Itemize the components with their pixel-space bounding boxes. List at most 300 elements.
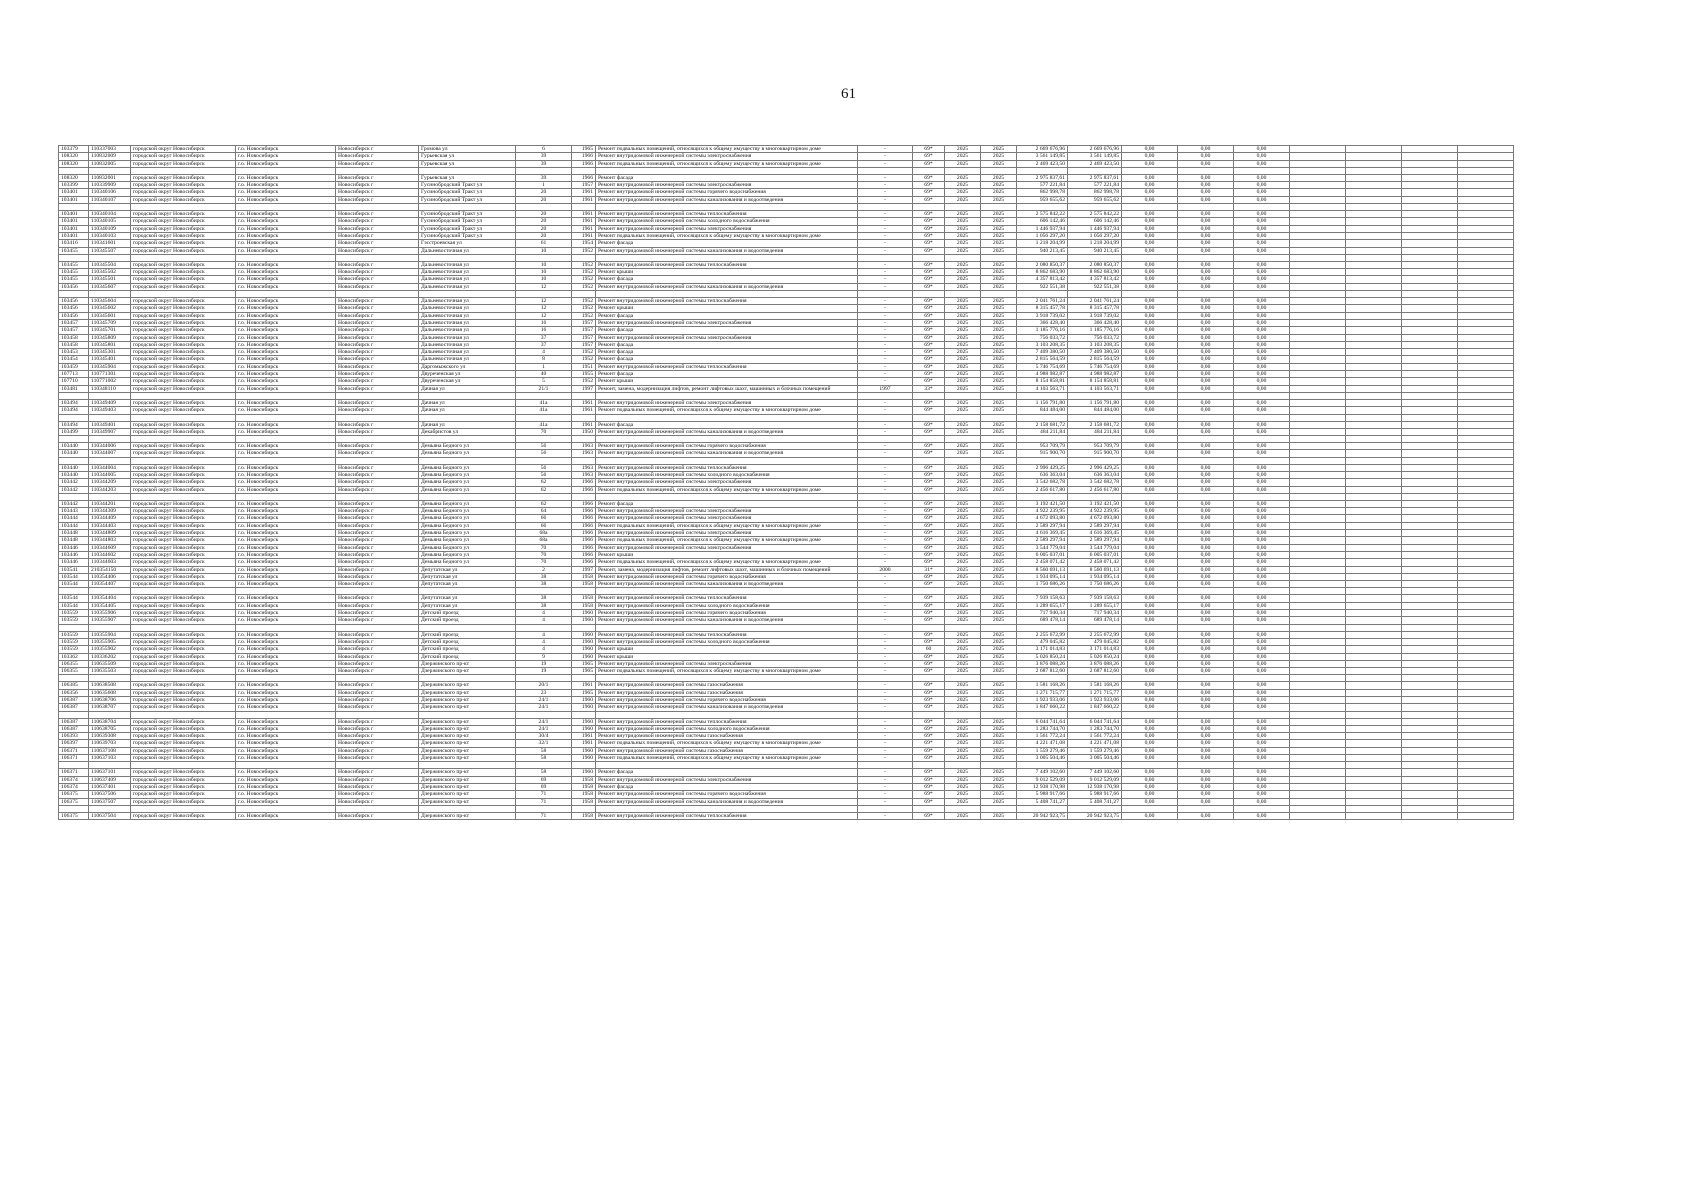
cell-empty — [1290, 624, 1346, 631]
cell-local-funds: 0,00 — [1234, 218, 1290, 225]
cell-empty — [336, 436, 419, 443]
cell-empty — [1290, 508, 1346, 515]
cell-plan-year-start: 2025 — [945, 660, 981, 667]
cell-regional-funds: 0,00 — [1178, 486, 1234, 493]
cell-municipality: г.о. Новосибирск — [236, 486, 336, 493]
cell-plan-year-start: 2025 — [945, 240, 981, 247]
cell-last-repair-year: - — [858, 697, 913, 704]
cell-empty — [596, 291, 858, 298]
cell-local-funds: 0,00 — [1234, 269, 1290, 276]
cell-locality: Новосибирск г — [336, 595, 419, 602]
cell-municipality: г.о. Новосибирск — [236, 559, 336, 566]
cell-empty — [1402, 305, 1458, 312]
cell-municipality: г.о. Новосибирск — [236, 812, 336, 819]
cell-wear: 69* — [913, 500, 945, 507]
cell-plan-year-start: 2025 — [945, 450, 981, 457]
table-row — [59, 479, 1514, 486]
cell-local-funds: 0,00 — [1234, 530, 1290, 537]
cell-house-id: 103401 — [59, 232, 89, 239]
cell-wear: 69* — [913, 319, 945, 326]
cell-plan-year-end: 2025 — [981, 668, 1017, 675]
cell-empty — [516, 392, 572, 399]
cell-total-cost: 959 655,62 — [1017, 196, 1068, 203]
spacer-row — [59, 254, 1514, 261]
cell-federal-funds: 0,00 — [1122, 196, 1178, 203]
cell-local-funds: 0,00 — [1234, 595, 1290, 602]
cell-build-year: 1960 — [572, 617, 596, 624]
cell-district: городской округ Новосибирск — [131, 225, 236, 232]
cell-plan-year-end: 2025 — [981, 298, 1017, 305]
cell-empty — [913, 254, 945, 261]
cell-municipality: г.о. Новосибирск — [236, 363, 336, 370]
cell-empty — [1458, 356, 1514, 363]
cell-house-id: 103416 — [59, 240, 89, 247]
cell-house-id: 103453 — [59, 349, 89, 356]
cell-empty — [981, 805, 1017, 812]
cell-work-code: 110344809 — [89, 530, 131, 537]
cell-empty — [59, 493, 89, 500]
cell-district: городской округ Новосибирск — [131, 153, 236, 160]
table-row — [59, 740, 1514, 747]
cell-fund-cost: 8 862 683,90 — [1068, 269, 1122, 276]
cell-fund-cost: 3 561 149,85 — [1068, 153, 1122, 160]
cell-empty — [1458, 218, 1514, 225]
cell-fund-cost: 2 669 676,96 — [1068, 146, 1122, 153]
cell-last-repair-year: - — [858, 740, 913, 747]
cell-empty — [1458, 704, 1514, 711]
cell-empty — [1346, 196, 1402, 203]
cell-work-code: 110345701 — [89, 327, 131, 334]
cell-street: Дзержинского пр-кт — [419, 740, 516, 747]
cell-work-type: Ремонт внутридомовой инженерной системы теплоснабжения — [596, 812, 858, 819]
table-body — [59, 146, 1514, 820]
cell-street: Дачная ул — [419, 407, 516, 414]
cell-work-code: 110639703 — [89, 740, 131, 747]
cell-locality: Новосибирск г — [336, 443, 419, 450]
cell-empty — [1402, 160, 1458, 167]
cell-house-id: 103440 — [59, 450, 89, 457]
cell-plan-year-end: 2025 — [981, 697, 1017, 704]
cell-empty — [1346, 798, 1402, 805]
cell-empty — [336, 711, 419, 718]
cell-empty — [1017, 457, 1068, 464]
cell-house-id: 103494 — [59, 421, 89, 428]
cell-house-number: 4 — [516, 617, 572, 624]
cell-wear: 69* — [913, 261, 945, 268]
spacer-row — [59, 167, 1514, 174]
cell-house-id: 103444 — [59, 515, 89, 522]
cell-empty — [1290, 182, 1346, 189]
cell-wear: 69* — [913, 276, 945, 283]
cell-municipality: г.о. Новосибирск — [236, 718, 336, 725]
table-row — [59, 776, 1514, 783]
cell-empty — [1290, 450, 1346, 457]
cell-empty — [1178, 204, 1234, 211]
cell-build-year: 1961 — [572, 740, 596, 747]
cell-municipality: г.о. Новосибирск — [236, 733, 336, 740]
cell-empty — [1017, 167, 1068, 174]
cell-empty — [596, 457, 858, 464]
cell-district: городской округ Новосибирск — [131, 196, 236, 203]
cell-empty — [1458, 399, 1514, 406]
cell-empty — [1458, 791, 1514, 798]
table-row — [59, 718, 1514, 725]
cell-work-type: Ремонт подвальных помещений, относящихся к общему имуществу в многоквартирном доме — [596, 486, 858, 493]
cell-house-number: 16 — [516, 319, 572, 326]
cell-regional-funds: 0,00 — [1178, 544, 1234, 551]
cell-work-code: 110344005 — [89, 471, 131, 478]
cell-fund-cost: 1 750 686,26 — [1068, 581, 1122, 588]
cell-plan-year-end: 2025 — [981, 530, 1017, 537]
cell-regional-funds: 0,00 — [1178, 617, 1234, 624]
cell-regional-funds: 0,00 — [1178, 371, 1234, 378]
cell-wear: 69* — [913, 544, 945, 551]
cell-wear: 69* — [913, 559, 945, 566]
cell-local-funds: 0,00 — [1234, 378, 1290, 385]
cell-work-type: Ремонт подвальных помещений, относящихся к общему имуществу в многоквартирном доме — [596, 232, 858, 239]
cell-empty — [1458, 421, 1514, 428]
cell-empty — [1122, 414, 1178, 421]
cell-empty — [1017, 711, 1068, 718]
cell-federal-funds: 0,00 — [1122, 450, 1178, 457]
cell-build-year: 1965 — [572, 668, 596, 675]
cell-empty — [1458, 588, 1514, 595]
cell-local-funds: 0,00 — [1234, 602, 1290, 609]
cell-empty — [1402, 566, 1458, 573]
cell-federal-funds: 0,00 — [1122, 225, 1178, 232]
cell-work-type: Ремонт внутридомовой инженерной системы теплоснабжения — [596, 595, 858, 602]
cell-plan-year-start: 2025 — [945, 334, 981, 341]
cell-last-repair-year: - — [858, 783, 913, 790]
cell-locality: Новосибирск г — [336, 349, 419, 356]
cell-empty — [1402, 421, 1458, 428]
cell-federal-funds: 0,00 — [1122, 566, 1178, 573]
cell-empty — [1402, 319, 1458, 326]
cell-empty — [1290, 349, 1346, 356]
cell-locality: Новосибирск г — [336, 334, 419, 341]
cell-wear: 69* — [913, 617, 945, 624]
cell-regional-funds: 0,00 — [1178, 537, 1234, 544]
cell-work-code: 110339909 — [89, 182, 131, 189]
cell-build-year: 1961 — [572, 196, 596, 203]
cell-empty — [1290, 675, 1346, 682]
cell-empty — [1290, 428, 1346, 435]
cell-empty — [1402, 486, 1458, 493]
cell-locality: Новосибирск г — [336, 769, 419, 776]
cell-federal-funds: 0,00 — [1122, 471, 1178, 478]
cell-empty — [89, 588, 131, 595]
cell-empty — [89, 624, 131, 631]
cell-fund-cost: 2 589 297,94 — [1068, 537, 1122, 544]
cell-work-code: 110637101 — [89, 769, 131, 776]
cell-wear: 69* — [913, 660, 945, 667]
cell-empty — [1290, 515, 1346, 522]
table-row — [59, 791, 1514, 798]
cell-wear: 69* — [913, 312, 945, 319]
cell-empty — [1402, 392, 1458, 399]
cell-empty — [1290, 559, 1346, 566]
cell-district: городской округ Новосибирск — [131, 631, 236, 638]
cell-regional-funds: 0,00 — [1178, 305, 1234, 312]
cell-empty — [59, 805, 89, 812]
cell-regional-funds: 0,00 — [1178, 298, 1234, 305]
cell-house-id: 106356 — [59, 689, 89, 696]
cell-plan-year-start: 2025 — [945, 769, 981, 776]
cell-empty — [1458, 581, 1514, 588]
cell-local-funds: 0,00 — [1234, 182, 1290, 189]
cell-empty — [1122, 588, 1178, 595]
cell-regional-funds: 0,00 — [1178, 319, 1234, 326]
cell-empty — [858, 414, 913, 421]
cell-empty — [131, 711, 236, 718]
cell-empty — [1068, 588, 1122, 595]
cell-plan-year-end: 2025 — [981, 747, 1017, 754]
cell-empty — [1290, 595, 1346, 602]
cell-empty — [1346, 312, 1402, 319]
cell-work-type: Ремонт фасада — [596, 349, 858, 356]
cell-build-year: 1960 — [572, 725, 596, 732]
cell-total-cost: 717 940,34 — [1017, 610, 1068, 617]
cell-plan-year-end: 2025 — [981, 551, 1017, 558]
cell-street: Двуреченская ул — [419, 378, 516, 385]
cell-build-year: 1961 — [572, 399, 596, 406]
cell-last-repair-year: - — [858, 486, 913, 493]
cell-regional-funds: 0,00 — [1178, 283, 1234, 290]
cell-empty — [1178, 254, 1234, 261]
cell-work-type: Ремонт внутридомовой инженерной системы электроснабжения — [596, 530, 858, 537]
cell-empty — [236, 711, 336, 718]
cell-district: городской округ Новосибирск — [131, 283, 236, 290]
table-row — [59, 537, 1514, 544]
cell-build-year: 1966 — [572, 479, 596, 486]
cell-empty — [858, 254, 913, 261]
cell-empty — [1402, 479, 1458, 486]
cell-municipality: г.о. Новосибирск — [236, 602, 336, 609]
cell-street: Дзержинского пр-кт — [419, 747, 516, 754]
cell-last-repair-year: - — [858, 747, 913, 754]
cell-empty — [1402, 733, 1458, 740]
cell-empty — [1402, 399, 1458, 406]
cell-empty — [1458, 291, 1514, 298]
cell-locality: Новосибирск г — [336, 421, 419, 428]
cell-plan-year-end: 2025 — [981, 218, 1017, 225]
cell-street: Гусинобродский Тракт ул — [419, 189, 516, 196]
cell-empty — [59, 392, 89, 399]
cell-empty — [1234, 675, 1290, 682]
cell-total-cost: 1 271 715,77 — [1017, 689, 1068, 696]
cell-municipality: г.о. Новосибирск — [236, 247, 336, 254]
table-row — [59, 146, 1514, 153]
cell-street: Дальневосточная ул — [419, 276, 516, 283]
cell-empty — [419, 254, 516, 261]
cell-wear: 69* — [913, 363, 945, 370]
cell-house-number: 19 — [516, 668, 572, 675]
cell-street: Гусинобродский Тракт ул — [419, 182, 516, 189]
cell-build-year: 1966 — [572, 559, 596, 566]
cell-total-cost: 484 211,84 — [1017, 428, 1068, 435]
cell-work-type: Ремонт внутридомовой инженерной системы теплоснабжения — [596, 363, 858, 370]
cell-empty — [89, 675, 131, 682]
cell-house-id: 106375 — [59, 798, 89, 805]
table-row — [59, 464, 1514, 471]
cell-house-id: 103455 — [59, 269, 89, 276]
cell-total-cost: 20 942 923,75 — [1017, 812, 1068, 819]
cell-work-code: 110344201 — [89, 500, 131, 507]
cell-regional-funds: 0,00 — [1178, 581, 1234, 588]
cell-empty — [59, 457, 89, 464]
cell-empty — [1178, 436, 1234, 443]
table-row — [59, 530, 1514, 537]
cell-last-repair-year: - — [858, 595, 913, 602]
cell-empty — [1346, 747, 1402, 754]
cell-empty — [981, 624, 1017, 631]
cell-house-id: 103446 — [59, 544, 89, 551]
cell-fund-cost: 1 283 744,70 — [1068, 725, 1122, 732]
cell-local-funds: 0,00 — [1234, 146, 1290, 153]
cell-last-repair-year: - — [858, 160, 913, 167]
cell-locality: Новосибирск г — [336, 515, 419, 522]
cell-house-number: 23 — [516, 689, 572, 696]
cell-work-code: 110336202 — [89, 653, 131, 660]
cell-federal-funds: 0,00 — [1122, 428, 1178, 435]
cell-empty — [1346, 182, 1402, 189]
cell-empty — [1346, 725, 1402, 732]
cell-house-id: 103458 — [59, 341, 89, 348]
cell-empty — [1346, 298, 1402, 305]
cell-local-funds: 0,00 — [1234, 247, 1290, 254]
cell-empty — [336, 291, 419, 298]
cell-plan-year-start: 2025 — [945, 153, 981, 160]
cell-work-code: 110637504 — [89, 812, 131, 819]
cell-locality: Новосибирск г — [336, 522, 419, 529]
cell-plan-year-start: 2025 — [945, 783, 981, 790]
cell-total-cost: 2 458 071,42 — [1017, 559, 1068, 566]
cell-regional-funds: 0,00 — [1178, 240, 1234, 247]
cell-work-code: 110771002 — [89, 378, 131, 385]
cell-federal-funds: 0,00 — [1122, 740, 1178, 747]
cell-work-code: 110832001 — [89, 174, 131, 181]
cell-work-type: Ремонт внутридомовой инженерной системы газоснабжения — [596, 689, 858, 696]
cell-build-year: 1961 — [572, 733, 596, 740]
cell-work-type: Ремонт фасада — [596, 240, 858, 247]
cell-plan-year-end: 2025 — [981, 653, 1017, 660]
cell-build-year: 1960 — [572, 631, 596, 638]
cell-plan-year-end: 2025 — [981, 371, 1017, 378]
table-row — [59, 407, 1514, 414]
cell-regional-funds: 0,00 — [1178, 791, 1234, 798]
cell-build-year: 1966 — [572, 160, 596, 167]
cell-work-type: Ремонт фасада — [596, 371, 858, 378]
cell-locality: Новосибирск г — [336, 747, 419, 754]
cell-street: Громова ул — [419, 146, 516, 153]
cell-total-cost: 5 746 754,69 — [1017, 363, 1068, 370]
cell-empty — [1458, 551, 1514, 558]
cell-empty — [236, 167, 336, 174]
cell-local-funds: 0,00 — [1234, 160, 1290, 167]
cell-federal-funds: 0,00 — [1122, 798, 1178, 805]
cell-federal-funds: 0,00 — [1122, 668, 1178, 675]
cell-empty — [1402, 762, 1458, 769]
cell-empty — [89, 493, 131, 500]
cell-empty — [1402, 269, 1458, 276]
cell-work-type: Ремонт внутридомовой инженерной системы теплоснабжения — [596, 211, 858, 218]
cell-empty — [1402, 537, 1458, 544]
cell-empty — [1346, 232, 1402, 239]
cell-build-year: 1961 — [572, 407, 596, 414]
cell-empty — [1290, 247, 1346, 254]
cell-empty — [59, 762, 89, 769]
cell-fund-cost: 366 428,40 — [1068, 319, 1122, 326]
cell-regional-funds: 0,00 — [1178, 225, 1234, 232]
cell-locality: Новосибирск г — [336, 733, 419, 740]
cell-local-funds: 0,00 — [1234, 407, 1290, 414]
cell-house-id: 103362 — [59, 653, 89, 660]
cell-federal-funds: 0,00 — [1122, 378, 1178, 385]
table-row — [59, 697, 1514, 704]
cell-empty — [1290, 334, 1346, 341]
cell-locality: Новосибирск г — [336, 631, 419, 638]
cell-federal-funds: 0,00 — [1122, 153, 1178, 160]
cell-empty — [1068, 254, 1122, 261]
cell-street: Дзержинского пр-кт — [419, 769, 516, 776]
cell-empty — [1402, 298, 1458, 305]
cell-empty — [89, 392, 131, 399]
cell-empty — [1458, 160, 1514, 167]
cell-empty — [1402, 530, 1458, 537]
table-row — [59, 668, 1514, 675]
cell-fund-cost: 959 655,62 — [1068, 196, 1122, 203]
cell-work-code: 110340107 — [89, 196, 131, 203]
cell-empty — [945, 805, 981, 812]
table-row — [59, 747, 1514, 754]
cell-plan-year-start: 2025 — [945, 559, 981, 566]
cell-empty — [131, 762, 236, 769]
cell-build-year: 1952 — [572, 276, 596, 283]
cell-street: Дзержинского пр-кт — [419, 704, 516, 711]
cell-empty — [572, 588, 596, 595]
cell-work-code: 110345602 — [89, 305, 131, 312]
cell-empty — [1346, 356, 1402, 363]
cell-locality: Новосибирск г — [336, 363, 419, 370]
cell-empty — [1402, 327, 1458, 334]
cell-regional-funds: 0,00 — [1178, 697, 1234, 704]
cell-empty — [1122, 291, 1178, 298]
cell-empty — [1402, 174, 1458, 181]
cell-work-type: Ремонт внутридомовой инженерной системы канализования и водоотведения — [596, 196, 858, 203]
cell-plan-year-start: 2025 — [945, 508, 981, 515]
cell-plan-year-start: 2025 — [945, 566, 981, 573]
cell-empty — [1234, 254, 1290, 261]
cell-house-id: 103559 — [59, 646, 89, 653]
cell-work-type: Ремонт внутридомовой инженерной системы канализования и водоотведения — [596, 581, 858, 588]
cell-empty — [1458, 450, 1514, 457]
cell-empty — [1290, 196, 1346, 203]
cell-total-cost: 844 484,00 — [1017, 407, 1068, 414]
cell-wear: 69* — [913, 160, 945, 167]
cell-street: Дзержинского пр-кт — [419, 812, 516, 819]
cell-empty — [1346, 225, 1402, 232]
cell-work-type: Ремонт внутридомовой инженерной системы горячего водоснабжения — [596, 573, 858, 580]
cell-house-number: 56 — [516, 471, 572, 478]
cell-empty — [1346, 668, 1402, 675]
cell-total-cost: 689 478,14 — [1017, 617, 1068, 624]
cell-house-id: 103440 — [59, 471, 89, 478]
cell-work-type: Ремонт крыши — [596, 305, 858, 312]
cell-empty — [572, 436, 596, 443]
cell-empty — [981, 675, 1017, 682]
cell-district: городской округ Новосибирск — [131, 276, 236, 283]
cell-empty — [1458, 479, 1514, 486]
